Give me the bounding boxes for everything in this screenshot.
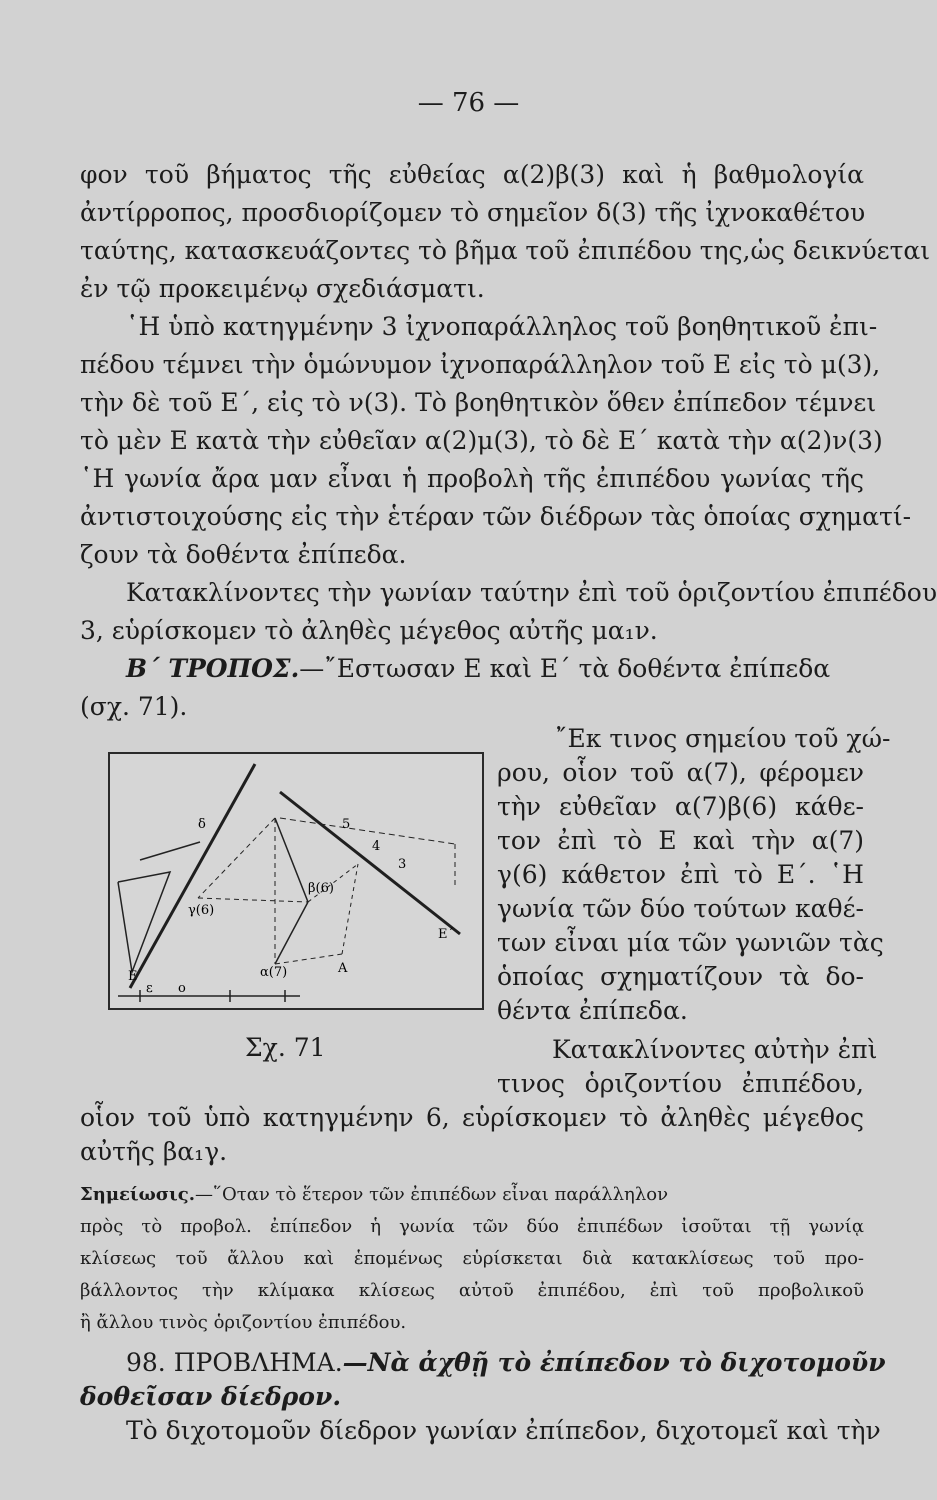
problem-number: 98. ΠΡΟΒΛΗΜΑ. — [126, 1348, 343, 1377]
text-line: Τὸ διχοτομοῦν δίεδρον γωνίαν ἐπίπεδον, διχοτομεῖ καὶ τὴν — [126, 1416, 881, 1445]
label-delta: δ — [198, 817, 206, 832]
label-4: 4 — [372, 839, 381, 854]
text-line: ταύτης, κατασκευάζοντες τὸ βῆμα τοῦ ἐπιπέδου της,ὡς δεικνύεται — [80, 236, 931, 265]
text-line: γ(6) κάθετον ἐπὶ τὸ Ε΄. ῾Η — [497, 860, 864, 889]
figure-caption: Σχ. 71 — [245, 1033, 326, 1062]
note-label: Σημείωσις. — [80, 1184, 195, 1205]
text-line: τὴν δὲ τοῦ Ε΄, εἰς τὸ ν(3). Τὸ βοηθητικὸν ὅθεν ἐπίπεδον τέμνει — [80, 388, 877, 417]
text-line: ρου, οἷον τοῦ α(7), φέρομεν — [497, 758, 864, 787]
note-text: —῞Οταν τὸ ἕτερον τῶν ἐπιπέδων εἶναι παράλληλον — [195, 1184, 669, 1205]
text-line: ἐν τῷ προκειμένῳ σχεδιάσματι. — [80, 274, 485, 303]
text-line: γωνία τῶν δύο τούτων καθέ- — [497, 894, 864, 923]
dashed-line — [275, 954, 342, 964]
text-line: ῾Η γωνία ἄρα μαν εἶναι ἡ προβολὴ τῆς ἐπιπέδου γωνίας τῆς — [80, 464, 864, 493]
text-line: Κατακλίνοντες τὴν γωνίαν ταύτην ἐπὶ τοῦ ὁριζοντίου ἐπιπέδου — [126, 578, 937, 607]
text-line: (σχ. 71). — [80, 692, 188, 721]
label-gamma6: γ(6) — [188, 903, 215, 918]
figure-71 — [108, 752, 484, 1010]
text-line: αὐτῆς βα₁γ. — [80, 1137, 228, 1166]
note-line: πρὸς τὸ προβολ. ἐπίπεδον ἡ γωνία τῶν δύο ἐπιπέδων ἰσοῦται τῇ γωνίᾳ — [80, 1216, 864, 1237]
note-line — [80, 1181, 864, 1209]
page-number: — 76 — — [417, 88, 520, 118]
text-line: Κατακλίνοντες αὐτὴν ἐπὶ — [552, 1035, 878, 1064]
label-o: ο — [178, 981, 186, 996]
dashed-line — [280, 818, 455, 844]
note-line: ἢ ἄλλου τινὸς ὁριζοντίου ἐπιπέδου. — [80, 1312, 407, 1333]
text-line: ῾Η ὑπὸ κατηγμένην 3 ἰχνοπαράλληλος τοῦ βοηθητικοῦ ἐπι- — [126, 312, 878, 341]
text-line: πέδου τέμνει τὴν ὁμώνυμον ἰχνοπαράλληλον τοῦ Ε εἰς τὸ μ(3), — [80, 350, 881, 379]
label-E: Ε — [128, 969, 138, 984]
label-5: 5 — [342, 817, 351, 832]
note-line: βάλλοντος τὴν κλίμακα κλίσεως αὐτοῦ ἐπιπέδου, ἐπὶ τοῦ προβολικοῦ — [80, 1280, 864, 1301]
line-segment — [140, 842, 200, 860]
text-line: ὁποίας σχηματίζουν τὰ δο- — [497, 962, 864, 991]
problem-title-continued: δοθεῖσαν δίεδρον. — [80, 1382, 342, 1411]
text-line: τὸ μὲν Ε κατὰ τὴν εὐθεῖαν α(2)μ(3), τὸ δὲ Ε΄ κατὰ τὴν α(2)ν(3) — [80, 426, 883, 455]
text-line: οἷον τοῦ ὑπὸ κατηγμένην 6, εὑρίσκομεν τὸ ἀληθὲς μέγεθος — [80, 1103, 864, 1132]
label-A: Α — [338, 961, 348, 976]
label-alpha7: α(7) — [260, 965, 288, 980]
method-heading: Β΄ ΤΡΟΠΟΣ. — [126, 654, 300, 683]
label-epsilon: ε — [146, 981, 153, 996]
text-line: τὴν εὐθεῖαν α(7)β(6) κάθε- — [497, 792, 864, 821]
text-line: τινος ὁριζοντίου ἐπιπέδου, — [497, 1069, 864, 1098]
problem-heading — [126, 1346, 886, 1380]
text-line: των εἶναι μία τῶν γωνιῶν τὰς — [497, 928, 884, 957]
text-line: ἀντίρροπος, προσδιορίζομεν τὸ σημεῖον δ(3) τῆς ἰχνοκαθέτου — [80, 198, 866, 227]
line-segment — [275, 818, 308, 902]
geometry-diagram — [110, 754, 482, 1008]
note-line: κλίσεως τοῦ ἄλλου καὶ ἑπομένως εὑρίσκεται διὰ κατακλίσεως τοῦ προ- — [80, 1248, 864, 1269]
dashed-line — [198, 898, 308, 902]
method-text: —῎Εστωσαν Ε καὶ Ε΄ τὰ δοθέντα ἐπίπεδα — [299, 654, 831, 683]
text-line: 3, εὑρίσκομεν τὸ ἀληθὲς μέγεθος αὐτῆς μα₁ν. — [80, 616, 658, 645]
text-line: φον τοῦ βήματος τῆς εὐθείας α(2)β(3) καὶ ἡ βαθμολογία — [80, 160, 864, 189]
label-beta6: β(6) — [308, 881, 334, 896]
method-heading-line — [126, 652, 864, 686]
text-line: ζουν τὰ δοθέντα ἐπίπεδα. — [80, 540, 407, 569]
text-line: ῎Εκ τινος σημείου τοῦ χώ- — [555, 724, 891, 753]
text-line: τον ἐπὶ τὸ Ε καὶ τὴν α(7) — [497, 826, 864, 855]
line-segment — [275, 902, 308, 964]
dashed-line — [198, 818, 275, 898]
label-3: 3 — [398, 857, 407, 872]
problem-title: —Νὰ ἀχθῇ τὸ ἐπίπεδον τὸ διχοτομοῦν — [342, 1348, 886, 1377]
triangle-left — [118, 872, 170, 972]
text-line: ἀντιστοιχούσης εἰς τὴν ἑτέραν τῶν διέδρων τὰς ὁποίας σχηματί- — [80, 502, 912, 531]
dashed-line — [342, 864, 358, 954]
plane-trace-E-prime — [280, 792, 460, 934]
label-E-prime: Ε΄ — [438, 927, 454, 942]
text-line: θέντα ἐπίπεδα. — [497, 996, 688, 1025]
